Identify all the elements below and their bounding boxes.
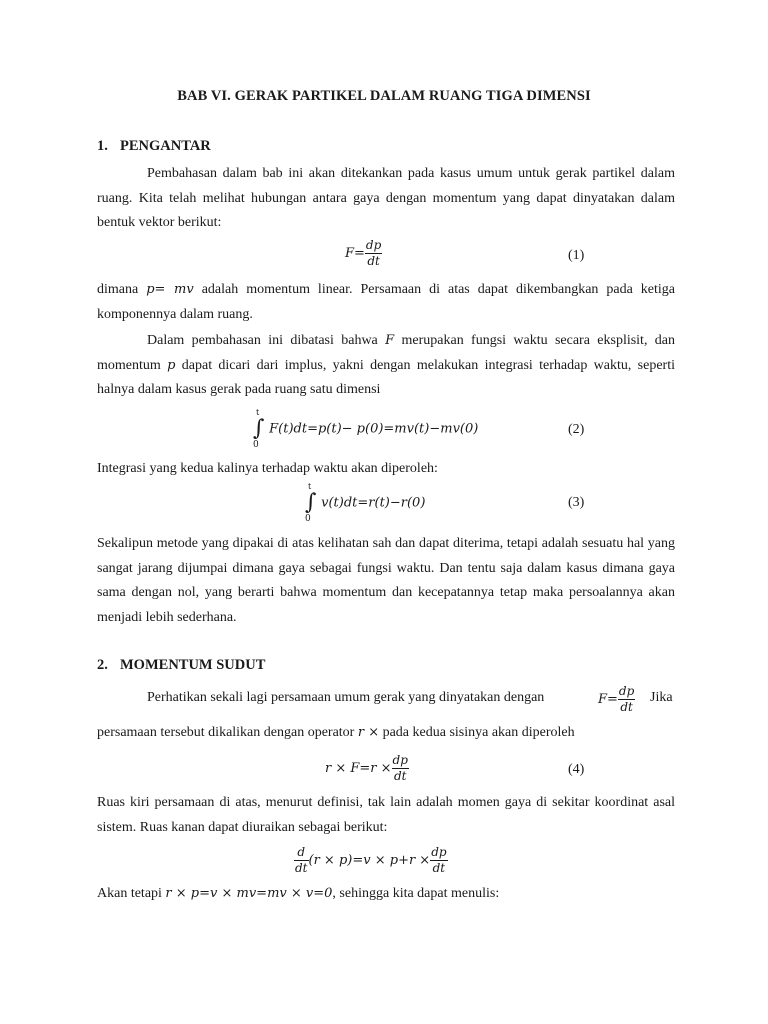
- equation-2: [253, 408, 479, 450]
- equation-1: [345, 238, 382, 269]
- paragraph-momentum-linear: [97, 278, 675, 327]
- text-segment: Jika: [650, 690, 673, 705]
- eq5-numerator-left: d: [294, 845, 309, 861]
- paragraph-method-remark: Sekalipun metode yang dipakai di atas kelihatan sah dan dapat diterima, tetapi adalah sesuatu hal yang sangat jarang dijumpai dimana gaya sebagai fungsi waktu. Dan tentu saja dalam kasus dimana gaya sama dengan nol, yang berarti bahwa momentum dan kecepatannya tetap maka persoalannya akan menjadi lebih sederhana.: [97, 536, 675, 625]
- equation-3: [305, 482, 426, 524]
- eq5-fraction-left: [294, 845, 309, 876]
- eq1-numerator: dp: [365, 238, 382, 252]
- inline-math-F: F: [385, 333, 395, 348]
- inline-math-operator: r ×: [357, 725, 380, 740]
- text-segment: merupakan fungsi waktu secara eksplisit, dan momentum: [97, 333, 676, 373]
- inline-eq-fraction: [618, 684, 635, 715]
- eq4-denominator: dt: [393, 769, 407, 783]
- paragraph-operator: [97, 725, 675, 741]
- eq5-denominator-left: dt: [295, 861, 308, 875]
- eq5-fraction-right: [430, 845, 447, 876]
- eq2-body: F(t)dt=p(t)− p(0)=mv(t)−mv(0): [269, 421, 479, 437]
- text-segment: dimana: [97, 282, 139, 297]
- text-segment: Dalam pembahasan ini dibatasi bahwa: [147, 333, 378, 348]
- paragraph-conclusion: [97, 886, 675, 902]
- eq5-numerator-right: dp: [431, 845, 447, 859]
- integral-lower-limit: 0: [305, 514, 311, 524]
- text-segment: , sehingga kita dapat menulis:: [332, 886, 500, 901]
- paragraph-second-integration: Integrasi yang kedua kalinya terhadap waktu akan diperoleh:: [97, 461, 438, 476]
- text-segment: Perhatikan sekali lagi persamaan umum gerak yang dinyatakan dengan: [147, 690, 545, 705]
- integral-sign: ∫ t 0: [305, 482, 317, 524]
- section-number: 1.: [97, 138, 108, 154]
- inline-eq-numerator: dp: [618, 684, 635, 698]
- section-heading-1: [97, 138, 211, 155]
- paragraph-integration: [97, 329, 675, 403]
- section-number: 2.: [97, 657, 108, 673]
- inline-math-momentum: p= mv: [146, 282, 194, 297]
- eq4-numerator: dp: [392, 753, 408, 767]
- section-title: MOMENTUM SUDUT: [120, 657, 266, 673]
- integral-lower-limit: 0: [253, 440, 259, 450]
- paragraph-intro: Pembahasan dalam bab ini akan ditekankan pada kasus umum untuk gerak partikel dalam ruang. Kita telah melihat hubungan antara gaya dengan momentum yang dapat dinyatakan dalam bentuk vektor berikut:: [97, 166, 675, 230]
- eq4-fraction: [392, 753, 409, 784]
- text-segment: Akan tetapi: [97, 886, 162, 901]
- section-heading-2: [97, 657, 265, 674]
- eq1-denominator: dt: [367, 254, 380, 268]
- chapter-title: BAB VI. GERAK PARTIKEL DALAM RUANG TIGA DIMENSI: [177, 88, 591, 104]
- eq1-lhs: F=: [345, 246, 365, 261]
- equation-4-label: (4): [568, 762, 585, 777]
- text-segment: adalah momentum linear. Persamaan di atas dapat dikembangkan pada ketiga komponennya dalam ruang.: [97, 282, 676, 322]
- eq4-lhs: r × F=r ×: [325, 761, 392, 776]
- equation-1-label: (1): [568, 248, 585, 263]
- eq5-middle: (r × p)=v × p+r ×: [308, 853, 431, 868]
- text-segment: pada kedua sisinya akan diperoleh: [382, 725, 575, 740]
- section-title: PENGANTAR: [120, 138, 211, 154]
- integral-sign: ∫ t 0: [253, 408, 265, 450]
- eq3-body: v(t)dt=r(t)−r(0): [321, 495, 426, 511]
- paragraph-torque: Ruas kiri persamaan di atas, menurut definisi, tak lain adalah momen gaya di sekitar koordinat asal sistem. Ruas kanan dapat diuraikan sebagai berikut:: [97, 795, 675, 835]
- equation-4: [325, 753, 409, 784]
- integral-upper-limit: t: [308, 482, 312, 491]
- inline-math-p: p: [167, 357, 176, 373]
- inline-math-cross-product: r × p=v × mv=mv × v=0: [165, 886, 333, 901]
- inline-equation-F: [598, 684, 635, 715]
- text-segment: persamaan tersebut dikalikan dengan operator: [97, 725, 355, 740]
- inline-eq-denominator: dt: [620, 700, 633, 714]
- eq5-denominator-right: dt: [432, 861, 446, 875]
- eq1-fraction: [365, 238, 382, 269]
- equation-5: [294, 845, 448, 876]
- equation-2-label: (2): [568, 422, 585, 437]
- inline-eq-lhs: F=: [598, 692, 618, 707]
- text-segment: dapat dicari dari implus, yakni dengan melakukan integrasi terhadap waktu, seperti halnya dalam kasus gerak pada ruang satu dimensi: [97, 357, 675, 397]
- integral-upper-limit: t: [256, 408, 260, 417]
- equation-3-label: (3): [568, 495, 585, 510]
